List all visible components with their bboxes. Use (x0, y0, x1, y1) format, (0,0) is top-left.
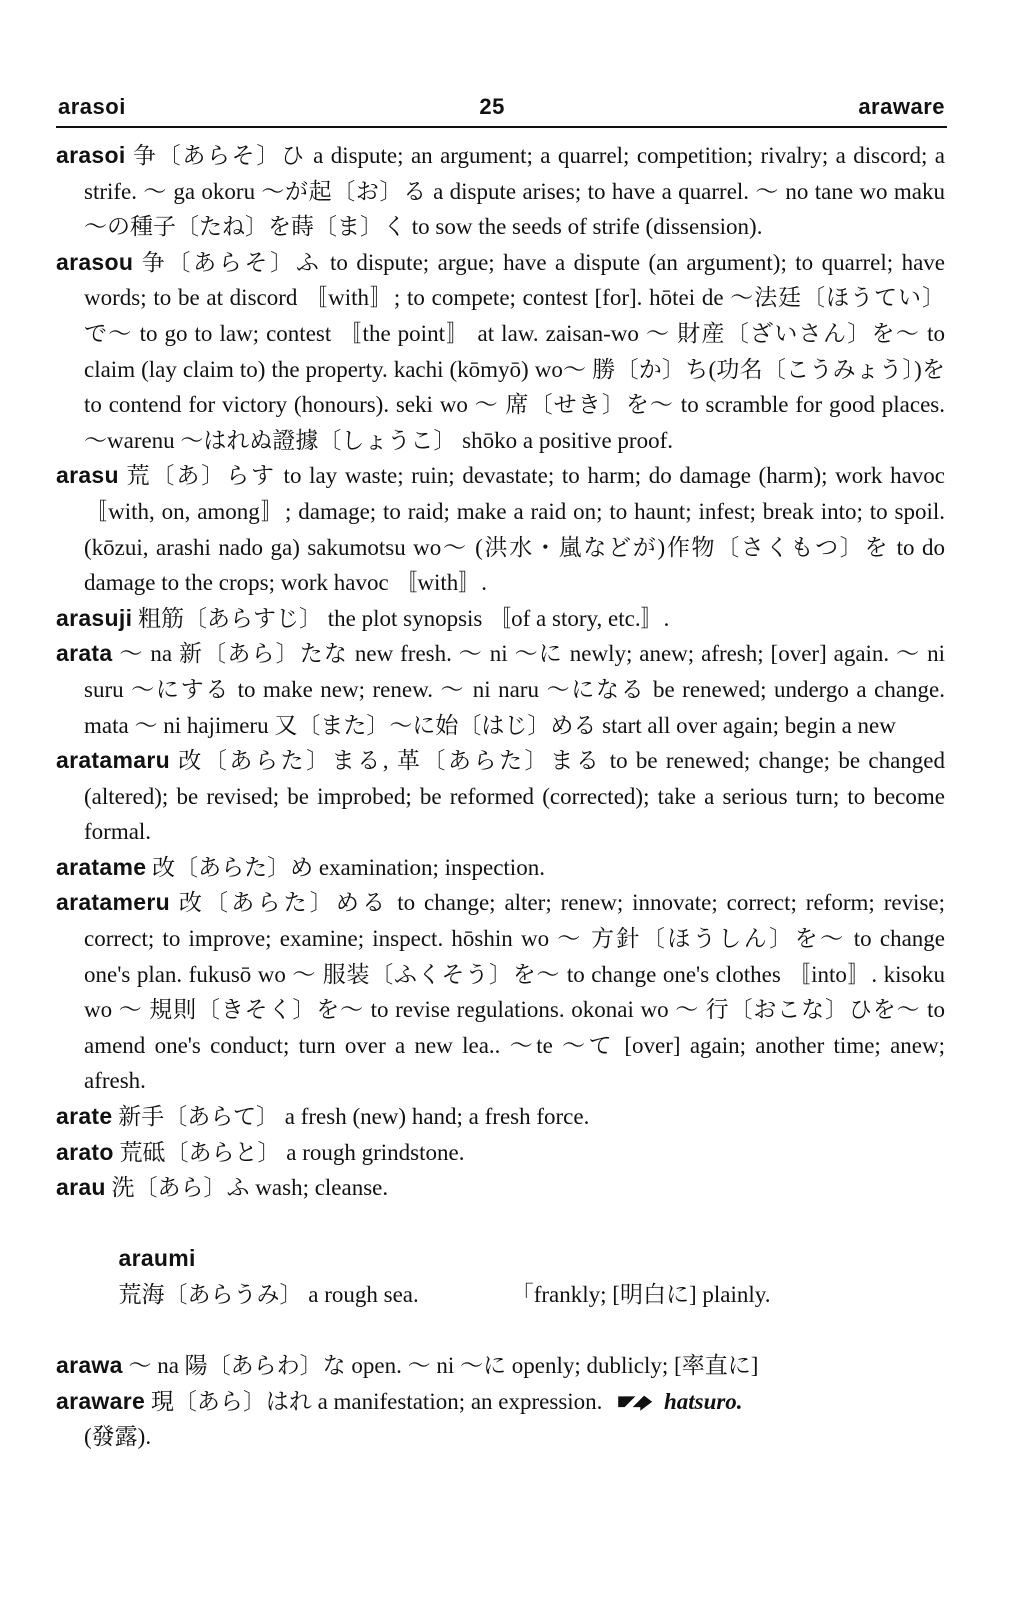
entry-araware-continuation (56, 1419, 945, 1455)
headword: arasou (56, 248, 134, 275)
definition: 争〔あらそ〕ふ to dispute; argue; have a dispute (an argument); to quarrel; have words; to be at discord 〚with〛; to compete; contest [for]. hōtei de ～法廷〔ほうてい〕で～ to go to law; contest 〚the point〛 at law. zaisan-wo ～ 財産〔ざいさん〕を～ to claim (lay claim to) the property. kachi (kōmyō) wo～ 勝〔か〕ち(功名〔こうみょう〕)を to contend for victory (honours). seki wo ～ 席〔せき〕を～ to scramble for good places. ～warenu ～はれぬ證據〔しょうこ〕 shōko a positive proof. (84, 249, 945, 453)
headword: arata (56, 640, 113, 667)
definition: 荒砥〔あらと〕 a rough grindstone. (119, 1139, 465, 1165)
definition: ～ na 陽〔あらわ〕な open. ～ ni ～に openly; dublicly; [率直に] (128, 1353, 759, 1379)
entry-araumi (56, 1206, 945, 1348)
definition: 改〔あらた〕め examination; inspection. (152, 854, 545, 880)
headword: arasuji (56, 604, 133, 631)
entry-arasu (56, 458, 945, 600)
entry-araware (56, 1384, 945, 1420)
definition: 荒海〔あらうみ〕 a rough sea. 「frankly; [明白に] plainly. (118, 1282, 771, 1307)
continuation-text: (發露). (84, 1424, 152, 1450)
headword: araware (56, 1387, 146, 1414)
definition: 争〔あらそ〕ひ a dispute; an argument; a quarrel; competition; rivalry; a discord; a strife. ～ ga okoru ～が起〔お〕る a dispute arises; to have a quarrel. ～ no tane wo maku ～の種子〔たね〕を蒔〔ま〕く to sow the seeds of strife (dissension). (84, 143, 945, 240)
headword: arate (56, 1103, 113, 1130)
header-rule (56, 126, 947, 128)
guide-word-left: arasoi (58, 94, 126, 119)
headword: arato (56, 1138, 114, 1165)
page-number: 25 (479, 94, 505, 119)
entry-aratameru (56, 885, 945, 1099)
definition: 粗筋〔あらすじ〕 the plot synopsis 〚of a story, etc.〛. (138, 605, 670, 631)
pointing-hand-icon (618, 1393, 652, 1411)
headword: aratameru (56, 889, 170, 916)
definition: 現〔あら〕はれ a manifestation; an expression. (150, 1388, 603, 1414)
entry-arate (56, 1099, 945, 1135)
headword: aratamaru (56, 747, 170, 774)
headword: aratame (56, 853, 147, 880)
entry-arau (56, 1170, 945, 1206)
headword: arau (56, 1174, 106, 1201)
entry-arasou (56, 245, 945, 459)
definition: 改〔あらた〕まる, 革〔あらた〕まる to be renewed; change; be changed (altered); be revised; be improbed; be reformed (corrected); take a serious turn; to become formal. (84, 748, 946, 845)
headword: araumi (118, 1245, 196, 1272)
entry-arata (56, 636, 945, 743)
headword: arasoi (56, 142, 126, 168)
definition: 荒〔あ〕らす to lay waste; ruin; devastate; to harm; do damage (harm); work havoc 〚with, on, among〛; damage; to raid; make a raid on; to haunt; infest; break into; to spoil. (kōzui, arashi nado ga) sakumotsu wo～ (洪水・嵐などが)作物〔さくもつ〕を to do damage to the crops; work havoc 〚with〛. (84, 463, 945, 596)
entry-arawa (56, 1348, 945, 1384)
entry-aratame (56, 850, 945, 886)
headword: arawa (56, 1352, 123, 1379)
entry-arato (56, 1135, 945, 1171)
definition: 改〔あらた〕める to change; alter; renew; innovate; correct; reform; revise; correct; to improve; examine; inspect. hōshin wo ～ 方針〔ほうしん〕を～ to change one's plan. fukusō wo ～ 服装〔ふくそう〕を～ to change one's clothes 〚into〛. kisoku wo ～ 規則〔きそく〕を～ to revise regulations. okonai wo ～ 行〔おこな〕ひを～ to amend one's conduct; turn over a new lea.. ～te ～て [over] again; another time; anew; afresh. (84, 890, 945, 1094)
entry-arasuji (56, 601, 945, 637)
entry-arasoi (56, 138, 945, 245)
cross-reference: hatsuro. (663, 1388, 743, 1414)
headword: arasu (56, 462, 119, 489)
definition: 洗〔あら〕ふ wash; cleanse. (111, 1175, 389, 1201)
running-head (58, 84, 945, 120)
guide-word-right: araware (858, 94, 945, 119)
entry-aratamaru (56, 743, 945, 850)
definition: 新手〔あらて〕 a fresh (new) hand; a fresh force. (118, 1104, 590, 1130)
definition: ～ na 新〔あら〕たな new fresh. ～ ni ～に newly; anew; afresh; [over] again. ～ ni suru ～にする to make new; renew. ～ ni naru ～になる be renewed; undergo a change. mata ～ ni hajimeru 又〔また〕～に始〔はじ〕める start all over again; begin a new (84, 641, 946, 738)
entry-list (56, 138, 945, 1455)
